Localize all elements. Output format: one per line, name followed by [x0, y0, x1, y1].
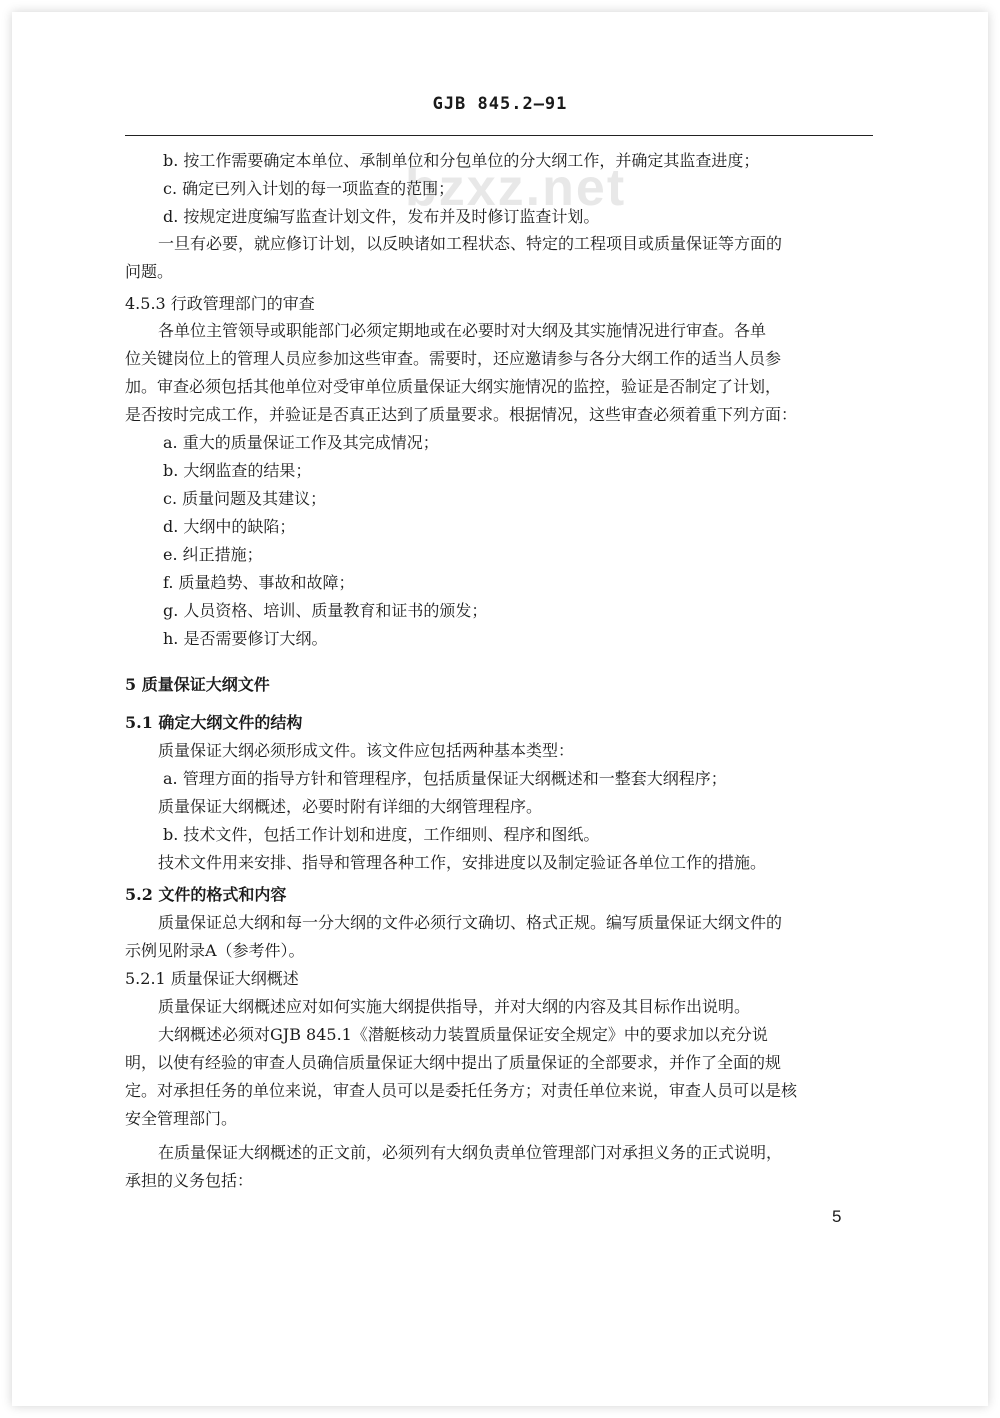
text-line: b. 大纲监查的结果；: [163, 461, 312, 480]
text-line: b. 技术文件，包括工作计划和进度，工作细则、程序和图纸。: [163, 825, 600, 844]
text-line: 质量保证大纲概述应对如何实施大纲提供指导，并对大纲的内容及其目标作出说明。: [158, 997, 751, 1016]
text-line: a. 管理方面的指导方针和管理程序，包括质量保证大纲概述和一整套大纲程序；: [163, 769, 727, 788]
text-line: 明，以使有经验的审查人员确信质量保证大纲中提出了质量保证的全部要求，并作了全面的规: [125, 1053, 782, 1072]
text-line: c. 确定已列入计划的每一项监查的范围；: [163, 179, 455, 198]
text-line: a. 重大的质量保证工作及其完成情况；: [163, 433, 439, 452]
text-line: 技术文件用来安排、指导和管理各种工作，安排进度以及制定验证各单位工作的措施。: [158, 853, 767, 872]
text-line: h. 是否需要修订大纲。: [163, 629, 328, 648]
page-number: 5: [832, 1207, 842, 1226]
text-line: e. 纠正措施；: [163, 545, 263, 564]
text-line: c. 质量问题及其建议；: [163, 489, 327, 508]
text-line: g. 人员资格、培训、质量教育和证书的颁发；: [163, 601, 488, 620]
text-line: 问题。: [125, 262, 174, 281]
section-heading: 4.5.3 行政管理部门的审查: [125, 294, 315, 313]
text-line: d. 按规定进度编写监查计划文件，发布并及时修订监查计划。: [163, 207, 600, 226]
page-header: GJB 845.2—91: [432, 94, 568, 114]
text-line: 质量保证大纲必须形成文件。该文件应包括两种基本类型：: [158, 741, 575, 760]
section-heading: 5.2.1 质量保证大纲概述: [125, 969, 299, 988]
text-line: 一旦有必要，就应修订计划，以反映诸如工程状态、特定的工程项目或质量保证等方面的: [158, 234, 783, 253]
text-line: f. 质量趋势、事故和故障；: [163, 573, 355, 592]
section-heading: 5.2 文件的格式和内容: [125, 885, 287, 904]
text-line: 在质量保证大纲概述的正文前，必须列有大纲负责单位管理部门对承担义务的正式说明，: [158, 1143, 783, 1162]
text-line: 大纲概述必须对GJB 845.1《潜艇核动力装置质量保证安全规定》中的要求加以充分说: [158, 1025, 768, 1044]
text-line: 定。对承担任务的单位来说，审查人员可以是委托任务方；对责任单位来说，审查人员可以是核: [125, 1081, 798, 1100]
text-line: 质量保证大纲概述，必要时附有详细的大纲管理程序。: [158, 797, 543, 816]
text-line: 安全管理部门。: [125, 1109, 238, 1128]
text-line: b. 按工作需要确定本单位、承制单位和分包单位的分大纲工作，并确定其监查进度；: [163, 151, 760, 170]
header-rule: [125, 135, 873, 136]
text-line: 示例见附录A（参考件）。: [125, 941, 305, 960]
text-line: 质量保证总大纲和每一分大纲的文件必须行文确切、格式正规。编写质量保证大纲文件的: [158, 913, 783, 932]
text-line: 各单位主管领导或职能部门必须定期地或在必要时对大纲及其实施情况进行审查。各单: [158, 321, 767, 340]
section-heading: 5 质量保证大纲文件: [125, 675, 270, 694]
section-heading: 5.1 确定大纲文件的结构: [125, 713, 303, 732]
text-line: 是否按时完成工作，并验证是否真正达到了质量要求。根据情况，这些审查必须着重下列方面：: [125, 405, 798, 424]
text-line: d. 大纲中的缺陷；: [163, 517, 296, 536]
watermark: bzxz.net: [405, 159, 627, 217]
text-line: 位关键岗位上的管理人员应参加这些审查。需要时，还应邀请参与各分大纲工作的适当人员参: [125, 349, 782, 368]
text-line: 加。审查必须包括其他单位对受审单位质量保证大纲实施情况的监控，验证是否制定了计划，: [125, 377, 782, 396]
text-line: 承担的义务包括：: [125, 1171, 254, 1190]
